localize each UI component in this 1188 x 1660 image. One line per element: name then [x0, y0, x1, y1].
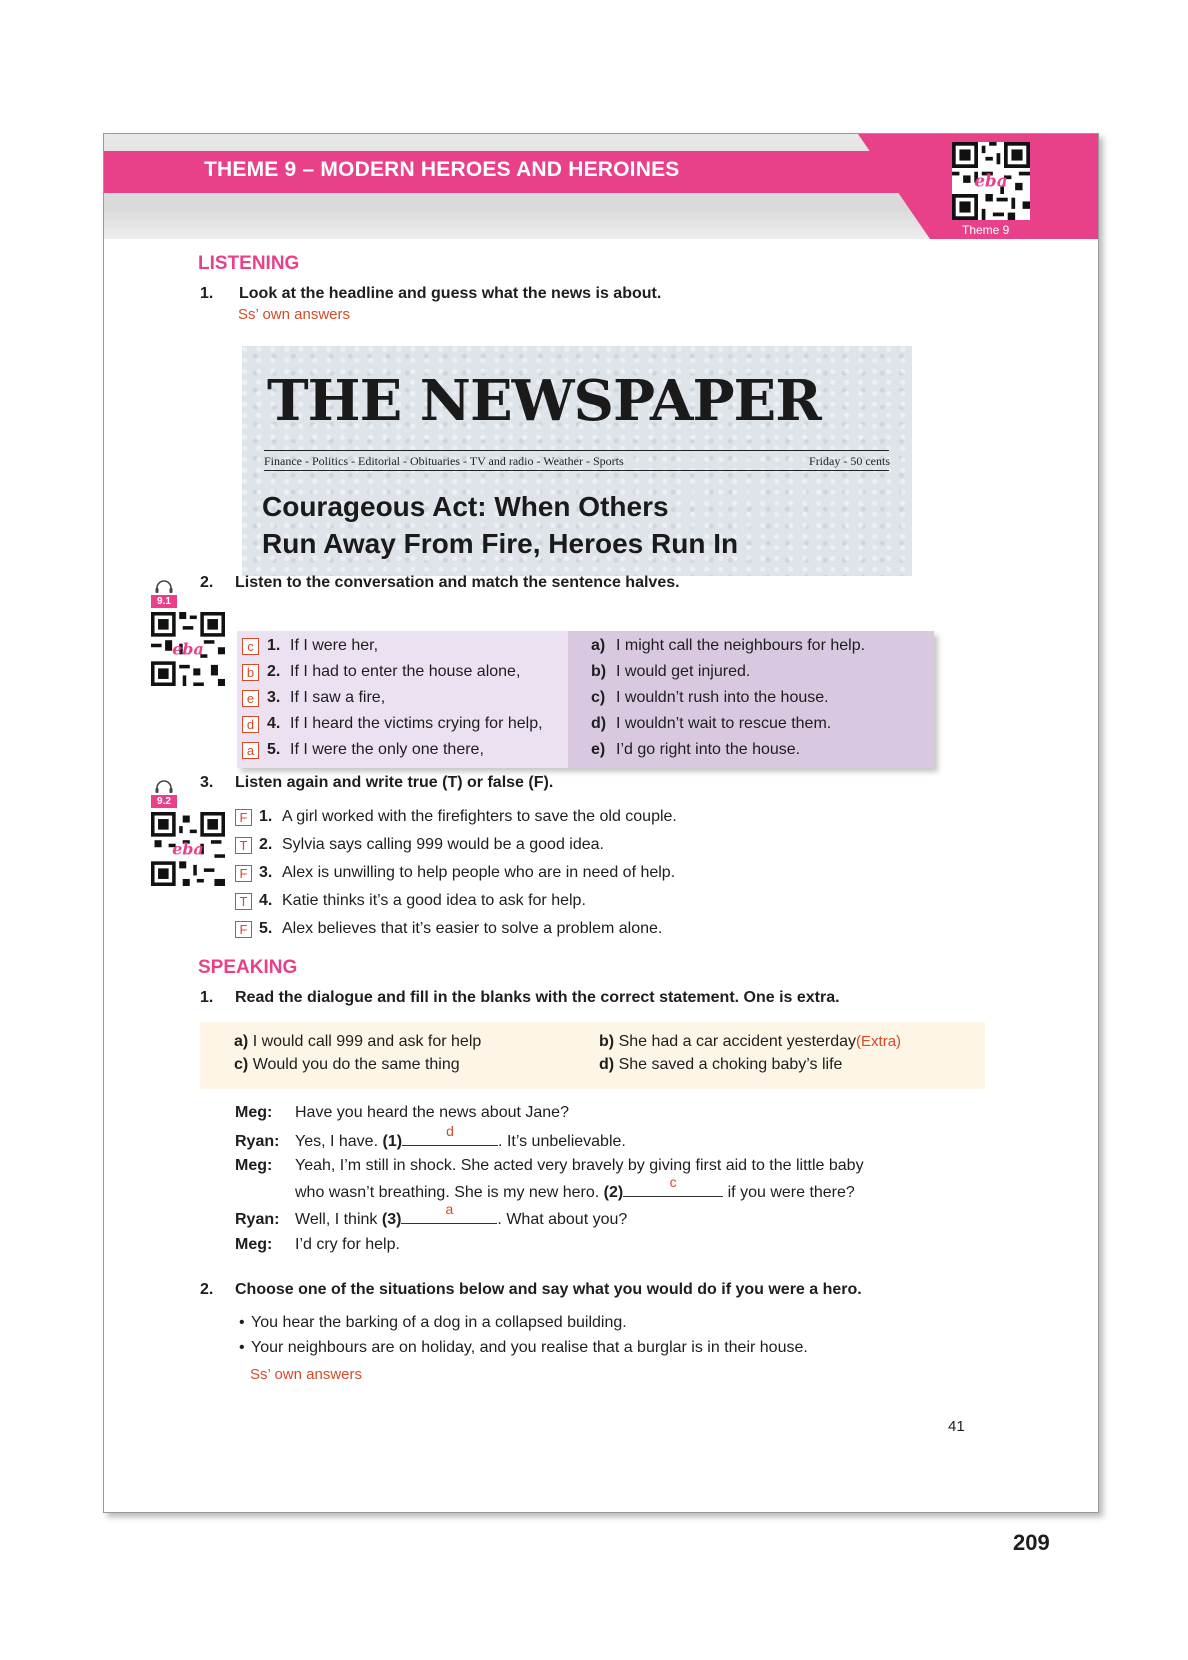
bullet-icon: • — [239, 1314, 245, 1331]
item-text: If I had to enter the house alone, — [290, 663, 521, 680]
speaker-name: Meg: — [235, 1157, 273, 1174]
qr-code-icon[interactable] — [151, 812, 225, 886]
listening-title: LISTENING — [198, 253, 300, 274]
inner-page-number: 41 — [948, 1418, 965, 1435]
option-letter: c) — [591, 689, 606, 706]
exercise-instruction: Read the dialogue and fill in the blanks with the correct statement. One is extra. — [235, 989, 840, 1006]
exercise-number: 2. — [200, 574, 214, 591]
workbook-page — [103, 133, 1099, 1513]
qr-label: Theme 9 — [962, 223, 1010, 237]
qr-code-icon[interactable] — [952, 142, 1030, 220]
qr-logo: eba — [172, 839, 204, 859]
option-letter: b) — [599, 1033, 615, 1050]
answer-box[interactable]: b — [242, 664, 259, 681]
track-badge: 9.1 — [151, 595, 177, 608]
matching-right-column — [568, 631, 934, 768]
blank-field[interactable] — [402, 1123, 498, 1146]
option-text: I wouldn’t rush into the house. — [616, 689, 829, 706]
statement-option — [234, 1033, 481, 1051]
item-text: If I were her, — [290, 637, 379, 654]
exercise-number: 1. — [200, 285, 214, 302]
answer-box[interactable]: F — [235, 865, 252, 882]
answer-box[interactable]: T — [235, 837, 252, 854]
headline-line: Run Away From Fire, Heroes Run In — [262, 528, 739, 559]
item-text: If I saw a fire, — [290, 689, 386, 706]
item-number: 5. — [259, 920, 273, 937]
speaker-name: Ryan: — [235, 1211, 280, 1228]
exercise-instruction: Look at the headline and guess what the news is about. — [239, 285, 662, 302]
blank-answer: c — [669, 1174, 677, 1190]
newspaper-image — [242, 346, 912, 576]
divider — [264, 470, 889, 471]
qr-logo: eba — [172, 639, 204, 659]
option-text: I’d go right into the house. — [616, 741, 801, 758]
option-text: I would call 999 and ask for help — [252, 1033, 482, 1050]
exercise-instruction: Listen to the conversation and match the sentence halves. — [235, 574, 680, 591]
answer-text: Ss’ own answers — [250, 1366, 362, 1383]
item-number: 2. — [259, 836, 273, 853]
headphones-icon — [152, 580, 176, 594]
option-letter: c) — [234, 1056, 249, 1073]
dialogue-text: if you were there? — [727, 1184, 855, 1201]
bullet-text: You hear the barking of a dog in a collapsed building. — [251, 1314, 627, 1331]
newspaper-date-price: Friday - 50 cents — [809, 454, 890, 468]
dialogue-text: Well, I think — [295, 1211, 378, 1228]
statement-option — [599, 1056, 842, 1074]
item-number: 2. — [267, 663, 281, 680]
blank-number: (2) — [603, 1184, 624, 1201]
extra-note: (Extra) — [856, 1033, 902, 1050]
blank-answer: a — [445, 1201, 454, 1217]
dialogue-line — [235, 1104, 569, 1122]
speaker-name: Meg: — [235, 1104, 273, 1121]
newspaper-sections: Finance - Politics - Editorial - Obituaries - TV and radio - Weather - Sports — [264, 454, 624, 468]
dialogue-line — [295, 1174, 855, 1202]
item-text: Alex is unwilling to help people who are in need of help. — [282, 864, 676, 881]
answer-box[interactable]: d — [242, 716, 259, 733]
headphones-icon — [152, 780, 176, 794]
dialogue-line — [235, 1236, 400, 1254]
speaker-name: Ryan: — [235, 1133, 280, 1150]
statement-option — [234, 1056, 460, 1074]
theme-title: THEME 9 – MODERN HEROES AND HEROINES — [204, 158, 680, 181]
dialogue-text: I’d cry for help. — [295, 1236, 400, 1253]
blank-field[interactable] — [401, 1201, 497, 1224]
item-number: 1. — [259, 808, 273, 825]
option-text: She had a car accident yesterday — [618, 1033, 857, 1050]
matching-left-column — [237, 631, 568, 768]
item-text: Katie thinks it’s a good idea to ask for help. — [282, 892, 586, 909]
option-text: I wouldn’t wait to rescue them. — [616, 715, 832, 732]
blank-number: (1) — [382, 1133, 403, 1150]
dialogue-text: . What about you? — [497, 1211, 628, 1228]
blank-field[interactable] — [623, 1174, 723, 1197]
item-text: If I were the only one there, — [290, 741, 484, 758]
bullet-icon: • — [239, 1339, 245, 1356]
answer-box[interactable]: F — [235, 809, 252, 826]
answer-box[interactable]: e — [242, 690, 259, 707]
answer-box[interactable]: a — [242, 742, 259, 759]
dialogue-text: . It’s unbelievable. — [498, 1133, 626, 1150]
answer-box[interactable]: F — [235, 921, 252, 938]
dialogue-text: Yes, I have. — [295, 1133, 379, 1150]
matching-table — [237, 631, 934, 768]
exercise-instruction: Listen again and write true (T) or false (F). — [235, 774, 554, 791]
item-number: 4. — [259, 892, 273, 909]
options-box — [200, 1022, 985, 1089]
newspaper-headline — [262, 488, 738, 562]
speaker-name: Meg: — [235, 1236, 273, 1253]
bullet-text: Your neighbours are on holiday, and you realise that a burglar is in their house. — [251, 1339, 808, 1356]
option-letter: a) — [591, 637, 606, 654]
option-text: I would get injured. — [616, 663, 751, 680]
option-letter: e) — [591, 741, 606, 758]
divider — [264, 450, 889, 451]
item-number: 1. — [267, 637, 281, 654]
dialogue-text: Have you heard the news about Jane? — [295, 1104, 569, 1121]
exercise-number: 3. — [200, 774, 214, 791]
headline-line: Courageous Act: When Others — [262, 491, 669, 522]
track-badge: 9.2 — [151, 795, 177, 808]
item-number: 5. — [267, 741, 281, 758]
dialogue-line — [235, 1123, 626, 1151]
outer-page-number: 209 — [1013, 1530, 1050, 1555]
item-text: Alex believes that it’s easier to solve a problem alone. — [282, 920, 663, 937]
dialogue-text: Yeah, I’m still in shock. She acted very bravely by giving first aid to the little baby — [295, 1157, 864, 1174]
option-text: She saved a choking baby’s life — [618, 1056, 843, 1073]
answer-box[interactable]: T — [235, 893, 252, 910]
item-text: Sylvia says calling 999 would be a good idea. — [282, 836, 604, 853]
blank-answer: d — [446, 1123, 454, 1139]
option-text: Would you do the same thing — [252, 1056, 460, 1073]
dialogue-text: who wasn’t breathing. She is my new hero. — [295, 1184, 600, 1201]
newspaper-masthead: THE NEWSPAPER — [267, 368, 821, 434]
dialogue-line — [235, 1157, 864, 1175]
item-number: 3. — [267, 689, 281, 706]
item-text: A girl worked with the firefighters to save the old couple. — [282, 808, 677, 825]
option-text: I might call the neighbours for help. — [616, 637, 866, 654]
option-letter: a) — [234, 1033, 249, 1050]
statement-option — [599, 1033, 901, 1051]
item-number: 4. — [267, 715, 281, 732]
option-letter: d) — [591, 715, 607, 732]
option-letter: b) — [591, 663, 607, 680]
answer-text: Ss’ own answers — [238, 306, 350, 323]
exercise-number: 2. — [200, 1281, 214, 1298]
item-text: If I heard the victims crying for help, — [290, 715, 543, 732]
qr-code-icon[interactable] — [151, 612, 225, 686]
option-letter: d) — [599, 1056, 615, 1073]
answer-box[interactable]: c — [242, 638, 259, 655]
blank-number: (3) — [381, 1211, 402, 1228]
speaking-title: SPEAKING — [198, 957, 298, 978]
exercise-instruction: Choose one of the situations below and say what you would do if you were a hero. — [235, 1281, 862, 1298]
item-number: 3. — [259, 864, 273, 881]
dialogue-line — [235, 1201, 628, 1229]
exercise-number: 1. — [200, 989, 214, 1006]
svg-text:eba: eba — [974, 170, 1008, 191]
